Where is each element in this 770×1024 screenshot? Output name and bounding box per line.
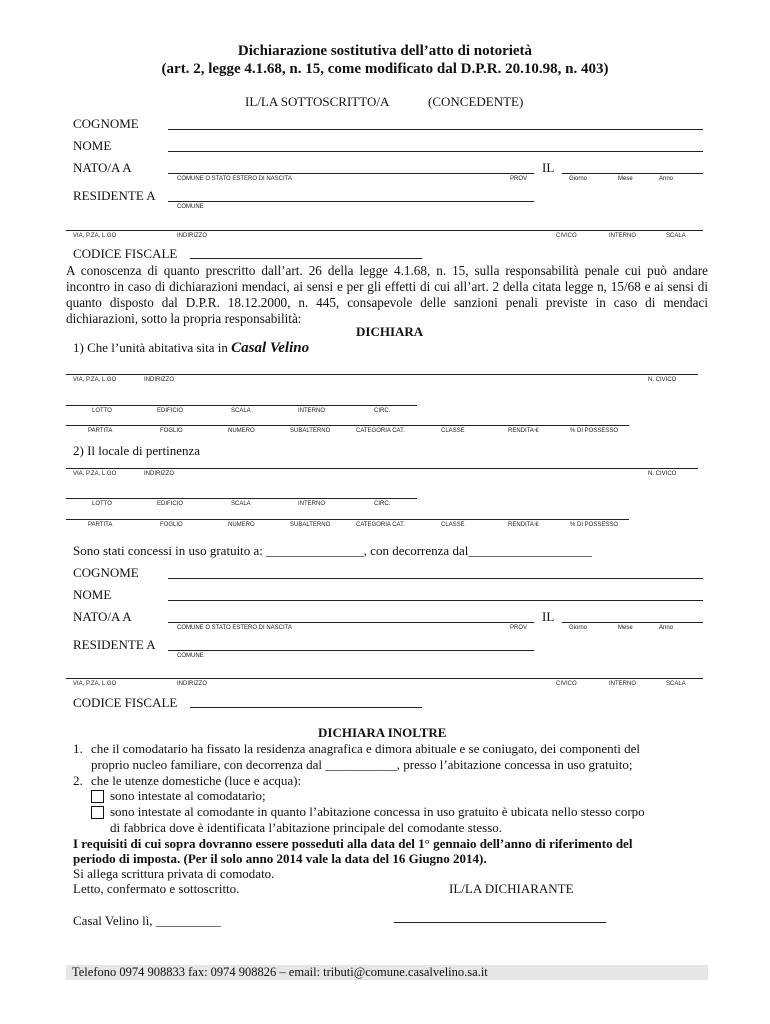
dichiara-heading: DICHIARA (356, 324, 424, 339)
caption-interno: INTERNO (298, 501, 325, 507)
residenza-field-2[interactable] (168, 650, 534, 651)
il-label-2: IL (542, 609, 555, 624)
caption-classe: CLASSE (441, 428, 465, 434)
caption-comune-nascita: COMUNE O STATO ESTERO DI NASCITA (177, 625, 292, 631)
document-title: Dichiarazione sostitutiva dell’atto di notorietà (237, 43, 533, 59)
caption-possesso: % DI POSSESSO (570, 428, 619, 434)
caption-interno: INTERNO (609, 233, 636, 239)
birthdate-field[interactable] (562, 173, 703, 174)
caption-comune: COMUNE (177, 204, 204, 210)
caption-indirizzo: INDIRIZZO (144, 377, 174, 383)
codice-fiscale-field[interactable] (190, 258, 422, 259)
nome-field-2[interactable] (168, 600, 703, 601)
item1-text (73, 340, 309, 357)
caption-scala: SCALA (666, 681, 686, 687)
cognome-label-2: COGNOME (73, 565, 139, 580)
concedente-heading: (CONCEDENTE) (428, 94, 524, 109)
nome-field[interactable] (168, 151, 703, 152)
caption-edificio: EDIFICIO (157, 408, 184, 414)
caption-prov: PROV (510, 625, 528, 631)
birthplace-field[interactable] (168, 173, 534, 174)
caption-rendita: RENDITA € (508, 428, 539, 434)
residente-label-2: RESIDENTE A (73, 637, 156, 652)
allega-text: Si allega scrittura privata di comodato. (73, 866, 275, 881)
nome-label-2: NOME (73, 587, 112, 602)
caption-civico: CIVICO (556, 681, 577, 687)
caption-interno: INTERNO (298, 408, 325, 414)
luogo-data-line: Casal Velino lì, __________ (73, 913, 221, 928)
unit2-catasto-field[interactable] (66, 519, 629, 520)
residenza-field[interactable] (168, 201, 534, 202)
address-field[interactable] (66, 230, 703, 231)
caption-comune: COMUNE (177, 653, 204, 659)
caption-scala: SCALA (231, 501, 251, 507)
caption-anno: Anno (659, 625, 674, 631)
caption-circ: CIRC. (374, 408, 391, 414)
cognome-label: COGNOME (73, 116, 139, 131)
caption-foglio: FOGLIO (160, 522, 183, 528)
codice-fiscale-label: CODICE FISCALE (73, 246, 178, 261)
item1-place: Casal Velino (231, 340, 310, 356)
caption-mese: Mese (618, 176, 633, 182)
dichiarante-label: IL/LA DICHIARANTE (449, 881, 574, 896)
codice-fiscale-label-2: CODICE FISCALE (73, 695, 178, 710)
caption-comune-nascita: COMUNE O STATO ESTERO DI NASCITA (177, 176, 292, 182)
item2-text: 2) Il locale di pertinenza (73, 443, 201, 458)
caption-mese: Mese (618, 625, 633, 631)
concessi-line: Sono stati concessi in uso gratuito a: _______________, con decorrenza dal___________________ (73, 543, 592, 558)
unit2-lotto-field[interactable] (66, 498, 417, 499)
nome-label: NOME (73, 138, 112, 153)
caption-edificio: EDIFICIO (157, 501, 184, 507)
point2-text: che le utenze domestiche (luce e acqua): (91, 773, 302, 788)
requisiti-line2: periodo di imposta. (Per il solo anno 2014 vale la data del 16 Giugno 2014). (73, 851, 487, 866)
caption-rendita: RENDITA € (508, 522, 539, 528)
caption-giorno: Giorno (569, 625, 588, 631)
il-label: IL (542, 160, 555, 175)
caption-lotto: LOTTO (92, 501, 112, 507)
option1-checkbox[interactable] (91, 790, 104, 803)
caption-n-civico: N. CIVICO (648, 471, 677, 477)
caption-foglio: FOGLIO (160, 428, 183, 434)
caption-numero: NUMERO (228, 428, 255, 434)
caption-civico: CIVICO (556, 233, 577, 239)
nato-label: NATO/A A (73, 160, 132, 175)
cognome-field[interactable] (168, 129, 703, 130)
caption-prov: PROV (510, 176, 528, 182)
option2-checkbox[interactable] (91, 806, 104, 819)
address-field-2[interactable] (66, 678, 703, 679)
caption-anno: Anno (659, 176, 674, 182)
caption-via: VIA, P.ZA, L.GO (73, 681, 117, 687)
item1-prefix: 1) Che l’unità abitativa sita in (73, 340, 228, 355)
option1-text: sono intestate al comodatario; (110, 788, 266, 803)
unit2-address-field[interactable] (66, 468, 698, 469)
option2-line1: sono intestate al comodante in quanto l’abitazione concessa in uso gratuito è ubicata nello stesso corpo (110, 804, 645, 819)
caption-possesso: % DI POSSESSO (570, 522, 619, 528)
intro-paragraph: A conoscenza di quanto prescritto dall’art. 26 della legge 4.1.68, n. 15, sulla responsabilità penale cui può andare incontro in caso di dichiarazioni mendaci, ai sensi e per gli effetti di cui all’art. 2 della citata legge n, 15/68 e ai sensi di quanto disposto dal D.P.R. 18.12.2000, n. 445, consapevole delle sanzioni penali previste in caso di mendaci dichiarazioni, sotto la propria responsabilità: (66, 263, 708, 326)
caption-scala: SCALA (666, 233, 686, 239)
option2-line2: di fabbrica dove è identificata l’abitazione principale del comodante stesso. (110, 820, 503, 835)
caption-partita: PARTITA (88, 522, 113, 528)
caption-interno: INTERNO (609, 681, 636, 687)
caption-categoria: CATEGORIA CAT. (356, 428, 405, 434)
caption-giorno: Giorno (569, 176, 588, 182)
letto-text: Letto, confermato e sottoscritto. (73, 881, 240, 896)
caption-indirizzo: INDIRIZZO (177, 233, 207, 239)
caption-n-civico: N. CIVICO (648, 377, 677, 383)
birthplace-field-2[interactable] (168, 622, 534, 623)
footer-contact: Telefono 0974 908833 fax: 0974 908826 – email: tributi@comune.casalvelino.sa.it (66, 965, 708, 980)
caption-indirizzo: INDIRIZZO (144, 471, 174, 477)
unit1-catasto-field[interactable] (66, 425, 629, 426)
caption-lotto: LOTTO (92, 408, 112, 414)
unit1-address-field[interactable] (66, 374, 698, 375)
point1-number: 1. (73, 741, 83, 756)
codice-fiscale-field-2[interactable] (190, 707, 422, 708)
unit1-lotto-field[interactable] (66, 405, 417, 406)
point2-number: 2. (73, 773, 83, 788)
caption-circ: CIRC. (374, 501, 391, 507)
signature-field[interactable] (394, 922, 606, 923)
dichiara-inoltre-heading: DICHIARA INOLTRE (318, 725, 447, 740)
caption-partita: PARTITA (88, 428, 113, 434)
nato-label-2: NATO/A A (73, 609, 132, 624)
point1-line1: che il comodatario ha fissato la residenza anagrafica e dimora abituale e se coniugato, dei componenti del (91, 741, 641, 756)
caption-numero: NUMERO (228, 522, 255, 528)
caption-subalterno: SUBALTERNO (290, 428, 331, 434)
point1-line2: proprio nucleo familiare, con decorrenza dal ___________, presso l’abitazione concessa in uso gratuito; (91, 757, 633, 772)
birthdate-field-2[interactable] (562, 622, 703, 623)
caption-categoria: CATEGORIA CAT. (356, 522, 405, 528)
requisiti-line1: I requisiti di cui sopra dovranno essere posseduti alla data del 1° gennaio dell’anno di riferimento del (73, 836, 633, 851)
caption-indirizzo: INDIRIZZO (177, 681, 207, 687)
sottoscritto-heading: IL/LA SOTTOSCRITTO/A (245, 94, 390, 109)
caption-classe: CLASSE (441, 522, 465, 528)
document-subtitle: (art. 2, legge 4.1.68, n. 15, come modificato dal D.P.R. 20.10.98, n. 403) (161, 61, 609, 77)
cognome-field-2[interactable] (168, 578, 703, 579)
caption-subalterno: SUBALTERNO (290, 522, 331, 528)
caption-via: VIA, P.ZA, L.GO (73, 471, 117, 477)
residente-label: RESIDENTE A (73, 188, 156, 203)
caption-scala: SCALA (231, 408, 251, 414)
caption-via: VIA, P.ZA, L.GO (73, 233, 117, 239)
caption-via: VIA, P.ZA, L.GO (73, 377, 117, 383)
